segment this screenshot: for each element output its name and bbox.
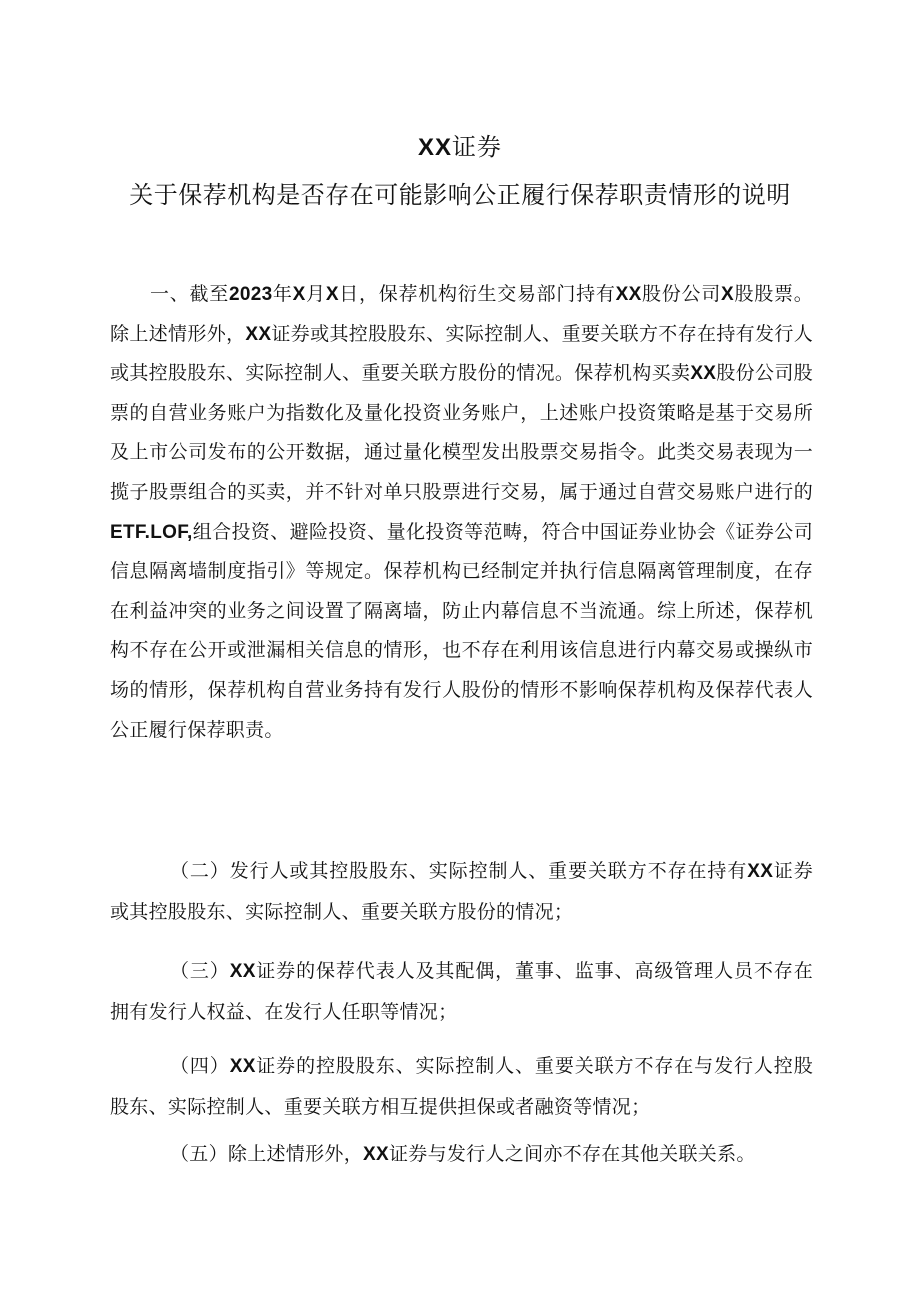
company-bold: XX (747, 861, 774, 882)
text-run: 一、截至 (150, 283, 229, 305)
company-bold: XX (245, 323, 272, 345)
shares-bold: X (721, 284, 735, 305)
paragraph-2 (110, 851, 813, 932)
text-run: 月 (305, 283, 326, 305)
text-run: （三） (170, 960, 230, 982)
text-run: （五）除上述情形外， (170, 1143, 364, 1165)
paragraph-1 (110, 275, 813, 750)
text-run: 证券或其控股股东、实际控制人、重要关联方不存在持有发行人或其控股股东、实际控制人、重要关联方股份的情况。保荐机构买卖 (110, 322, 814, 385)
text-run: （四） (170, 1055, 230, 1077)
text-run: 股股票。除上述情形外， (110, 283, 813, 345)
company-bold: XX (229, 1056, 256, 1077)
text-run: （二）发行人或其控股股东、实际控制人、重要关联方不存在持有 (170, 860, 748, 882)
paragraph-4 (110, 1046, 813, 1127)
text-run: 日，保荐机构衍生交易部门持有 (338, 283, 616, 305)
text-run: 证券的控股股东、实际控制人、重要关联方不存在与发行人控股股东、实际控制人、重要关联方相互提供担保或者融资等情况； (110, 1055, 813, 1118)
text-run: 年 (272, 283, 293, 305)
company-name-suffix: 证券 (452, 133, 502, 161)
paragraph-5 (110, 1134, 813, 1175)
day-bold: X (325, 284, 339, 305)
text-run: 组合投资、避险投资、量化投资等范畴，符合中国证券业协会《证券公司信息隔离墙制度指引》等规定。保荐机构已经制定并执行信息隔离管理制度，在存在利益冲突的业务之间设置了隔离墙，防止内幕信息不当流通。综上所述，保荐机构不存在公开或泄漏相关信息的情形，也不存在利用该信息进行内幕交易或操纵市场的情形，保荐机构自营业务持有发行人股份的情形不影响保荐机构及保荐代表人公正履行保荐职责。 (110, 520, 813, 741)
company-bold: XX (229, 961, 256, 982)
company-bold: XX (615, 284, 642, 305)
etf-lof-bold: ETF.LOF, (110, 521, 193, 543)
text-run: 证券的保荐代表人及其配偶，董事、监事、高级管理人员不存在拥有发行人权益、在发行人任职等情况； (110, 960, 813, 1023)
text-run: 证券与发行人之间亦不存在其他关联关系。 (388, 1143, 756, 1165)
document-title: 关于保荐机构是否存在可能影响公正履行保荐职责情形的说明 (129, 181, 791, 209)
text-run: 股份公司股票的自营业务账户为指数化及量化投资业务账户，上述账户投资策略是基于交易所及上市公司发布的公开数据，通过量化模型发出股票交易指令。此类交易表现为一揽子股票组合的买卖，并不针对单只股票进行交易，属于通过自营交易账户进行的 (110, 362, 813, 503)
month-bold: X (292, 284, 306, 305)
company-name-bold: XX (417, 134, 452, 161)
company-bold: XX (690, 363, 717, 385)
document-title-company (0, 130, 920, 165)
text-run: 股份公司 (641, 283, 722, 305)
paragraph-3 (110, 951, 813, 1032)
company-bold: XX (363, 1144, 389, 1165)
year-bold: 2023 (228, 284, 273, 305)
text-run: 证券或其控股股东、实际控制人、重要关联方股份的情况； (110, 860, 813, 923)
